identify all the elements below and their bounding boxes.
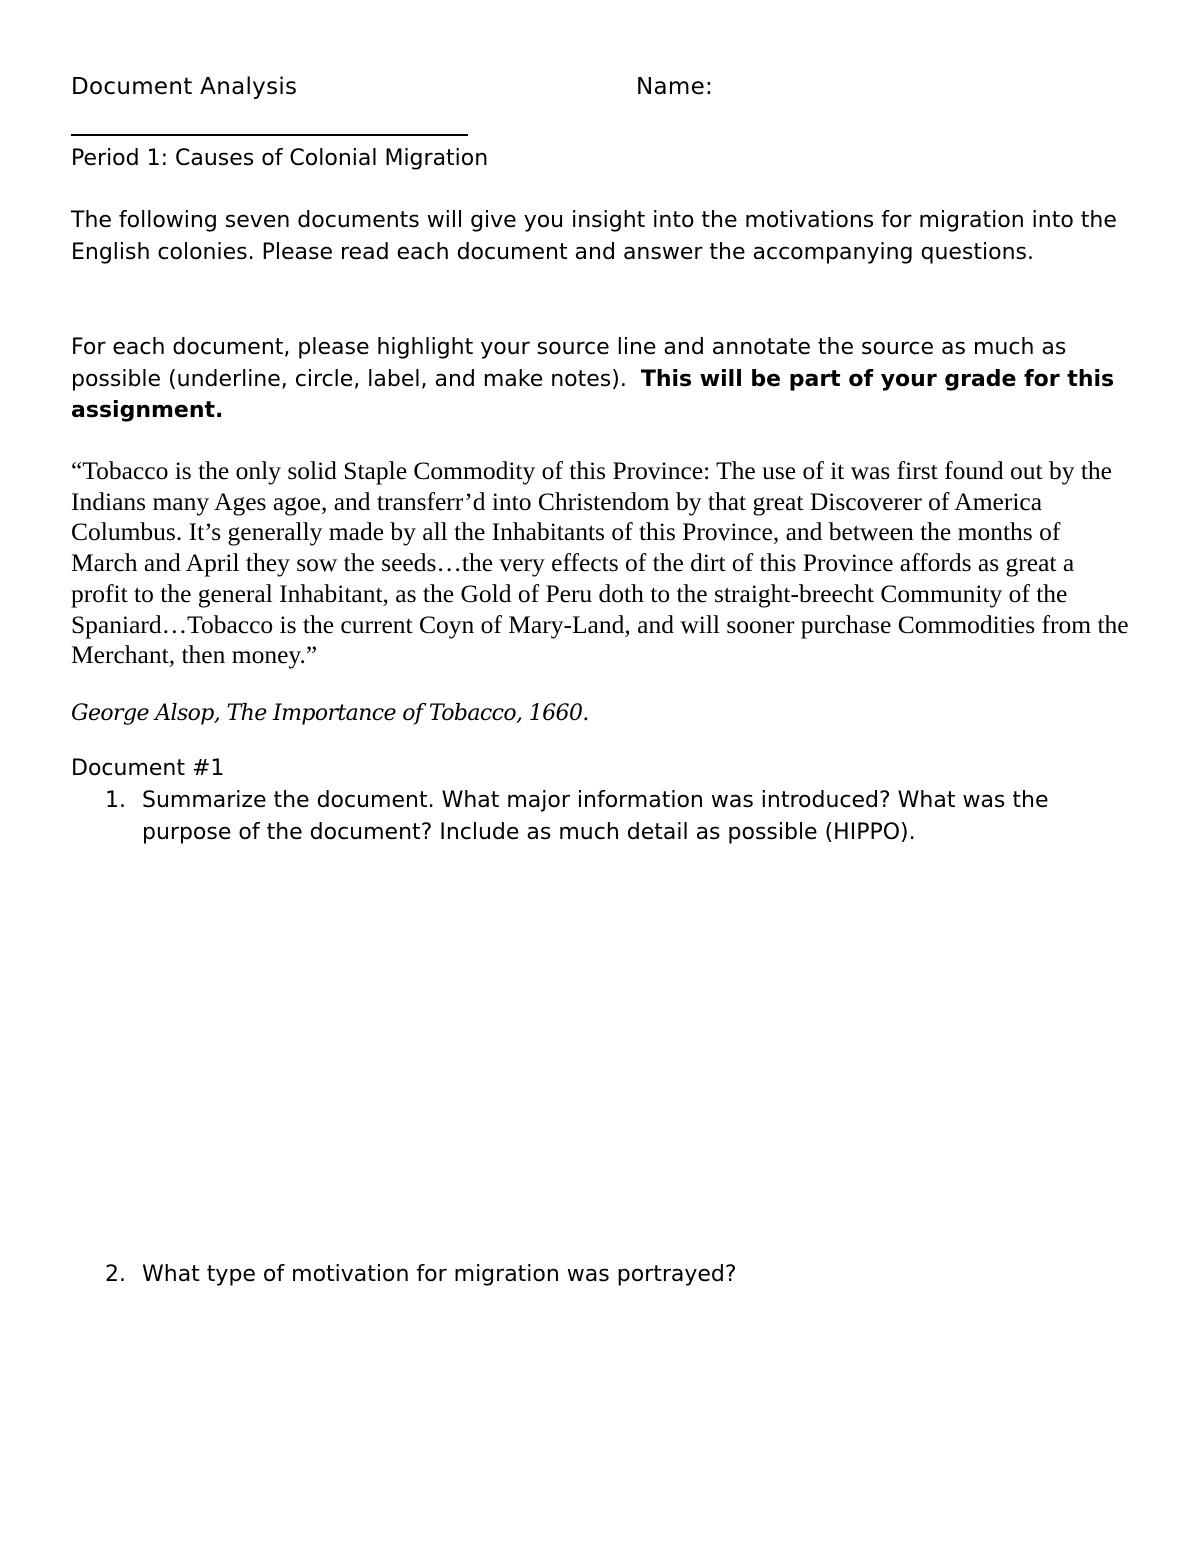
- document-title: Document Analysis: [71, 74, 298, 100]
- name-label: Name:: [636, 74, 714, 100]
- instructions-text: For each document, please highlight your source line and annotate the source as much as possible (underline, circle, label, and make notes).: [71, 335, 1067, 392]
- question-text: Summarize the document. What major information was introduced? What was the purpose of the document? Include as much detail as possible (HIPPO).: [142, 788, 1049, 845]
- name-blank-line: [71, 134, 468, 136]
- period-heading: Period 1: Causes of Colonial Migration: [71, 146, 489, 171]
- primary-source-quote: “Tobacco is the only solid Staple Commodity of this Province: The use of it was first found out by the Indians many Ages agoe, and transferr’d into Christendom by that great Discoverer of America Columbus. It’s generally made by all the Inhabitants of this Province, and between the months of March and April they sow the seeds…the very effects of the dirt of this Province affords as great a profit to the general Inhabitant, as the Gold of Peru doth to the straight-breecht Community of the Spaniard…Tobacco is the current Coyn of Mary-Land, and will sooner purchase Commodities from the Merchant, then money.”: [71, 456, 1129, 670]
- question-number: 2.: [105, 1262, 126, 1287]
- instructions-paragraph: [71, 332, 1131, 427]
- question-number: 1.: [105, 788, 126, 813]
- question-text: What type of motivation for migration was portrayed?: [142, 1262, 737, 1287]
- intro-paragraph: The following seven documents will give you insight into the motivations for migration into the English colonies. Please read each document and answer the accompanying questions.: [71, 208, 1117, 265]
- source-citation: George Alsop, The Importance of Tobacco, 1660.: [71, 701, 589, 726]
- header-row: [71, 71, 1131, 103]
- document-heading: Document #1: [71, 756, 225, 781]
- instructions-bold-text: This will be part of your grade for this assignment.: [71, 366, 1115, 423]
